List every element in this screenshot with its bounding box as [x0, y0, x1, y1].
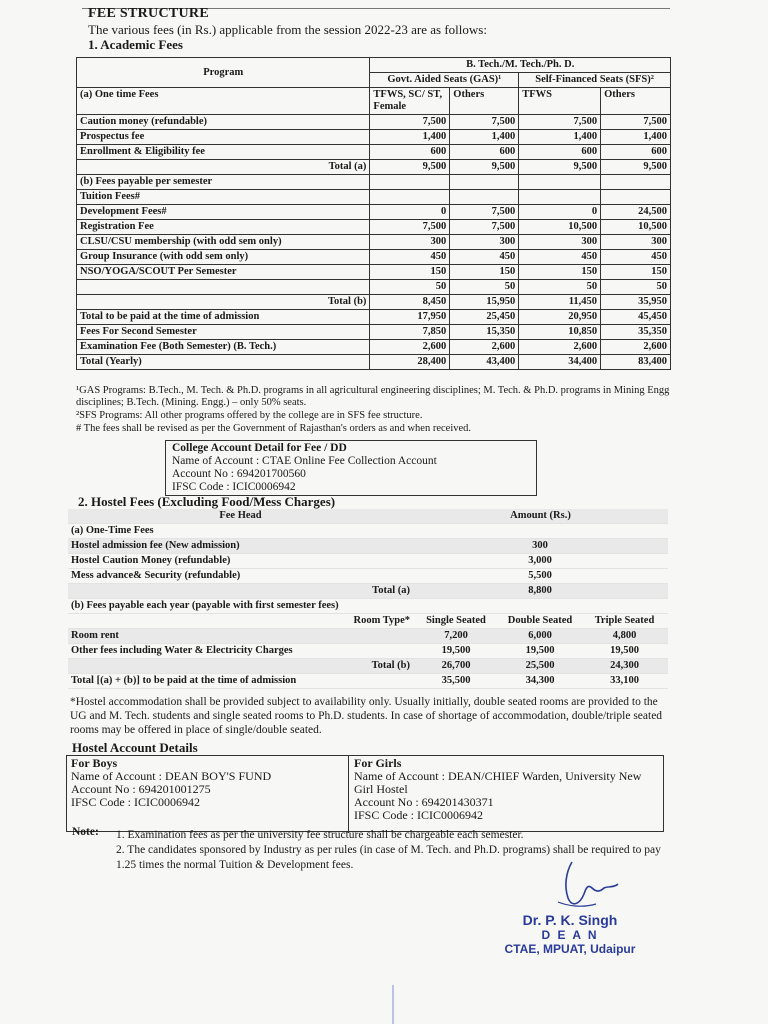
hostel-accommodation-note: *Hostel accommodation shall be provided subject to availability only. Usually initially, double seated rooms are provided to the UG and M. Tech. students and single seated rooms to Ph.D. students. In case of shortage of accommodation, double/triple seated rooms may be offered in place of single/double seated. [70, 696, 663, 736]
boys-account-name: Name of Account : DEAN BOY'S FUND [71, 769, 272, 783]
cell [519, 190, 601, 205]
cell: 43,400 [450, 355, 519, 370]
cell: 0 [519, 205, 601, 220]
college-account-name: Name of Account : CTAE Online Fee Collection Account [172, 455, 437, 467]
cell: 45,450 [601, 310, 671, 325]
cell: 34,400 [519, 355, 601, 370]
handwritten-signature [538, 858, 628, 914]
cell: 1,400 [601, 130, 671, 145]
cell: 7,500 [450, 220, 519, 235]
cell: 0 [370, 205, 450, 220]
table-row [77, 115, 671, 130]
table-row [68, 659, 668, 674]
table-row [68, 554, 668, 569]
room-type-label: Room Type* [68, 614, 413, 629]
summary-rows [77, 310, 671, 370]
table-row [68, 644, 668, 659]
row-label: Group Insurance (with odd sem only) [77, 250, 370, 265]
cell: 150 [370, 265, 450, 280]
cell: 10,500 [519, 220, 601, 235]
table-row [77, 145, 671, 160]
col-header: TFWS, SC/ ST, Female [370, 88, 450, 115]
cell: 8,450 [370, 295, 450, 310]
table-row [77, 205, 671, 220]
cell: 3,000 [499, 554, 581, 569]
notes-label: Note: [72, 826, 99, 838]
cell: 450 [450, 250, 519, 265]
row-label [77, 280, 370, 295]
boys-account [71, 757, 346, 809]
cell: 150 [601, 265, 671, 280]
cell: 25,500 [499, 659, 581, 674]
girls-heading: For Girls [354, 756, 402, 770]
boys-heading: For Boys [71, 756, 118, 770]
girls-account-name: Name of Account : DEAN/CHIEF Warden, University New Girl Hostel [354, 769, 642, 796]
college-account-number: Account No : 694201700560 [172, 468, 306, 480]
cell: 1,400 [519, 130, 601, 145]
cell: 24,500 [601, 205, 671, 220]
row-label: Total (Yearly) [77, 355, 370, 370]
college-account-ifsc: IFSC Code : ICIC0006942 [172, 481, 296, 493]
cell: 17,950 [370, 310, 450, 325]
each-year-label: (b) Fees payable each year (payable with first semester fees) [68, 599, 668, 614]
academic-fees-table [76, 57, 671, 370]
cell: 7,500 [519, 115, 601, 130]
row-label: CLSU/CSU membership (with odd sem only) [77, 235, 370, 250]
cell: 300 [370, 235, 450, 250]
row-label: Fees For Second Semester [77, 325, 370, 340]
signer-office: CTAE, MPUAT, Udaipur [504, 942, 636, 956]
college-account-title: College Account Detail for Fee / DD [172, 442, 347, 454]
total-b-label: Total (b) [77, 295, 370, 310]
cell: 19,500 [499, 644, 581, 659]
cell: 50 [519, 280, 601, 295]
table-row [68, 614, 668, 629]
table-row [77, 250, 671, 265]
hostel-one-time-label: (a) One-Time Fees [68, 524, 413, 539]
table-row [68, 629, 668, 644]
cell: 28,400 [370, 355, 450, 370]
table-row [77, 325, 671, 340]
cell: 300 [450, 235, 519, 250]
sfs-header: Self-Financed Seats (SFS)² [519, 73, 671, 88]
hostel-rows [68, 629, 668, 659]
cell: 450 [601, 250, 671, 265]
row-label: Examination Fee (Both Semester) (B. Tech.) [77, 340, 370, 355]
cell: 34,300 [499, 674, 581, 689]
empty-cell [581, 569, 668, 584]
row-label: Hostel Caution Money (refundable) [68, 554, 413, 569]
document-title: FEE STRUCTURE [88, 6, 209, 21]
col-header: Others [450, 88, 519, 115]
row-label: Development Fees# [77, 205, 370, 220]
cell: 10,500 [601, 220, 671, 235]
college-account-box [165, 440, 537, 496]
cell: 2,600 [519, 340, 601, 355]
cell: 300 [519, 235, 601, 250]
empty-cell [581, 554, 668, 569]
table-row [77, 235, 671, 250]
cell: 15,950 [450, 295, 519, 310]
cell: 24,300 [581, 659, 668, 674]
table-row [68, 584, 668, 599]
program-header: Program [77, 58, 370, 88]
cell: 15,350 [450, 325, 519, 340]
row-label: Registration Fee [77, 220, 370, 235]
table-row [77, 310, 671, 325]
table-row [77, 175, 671, 190]
intro-text: The various fees (in Rs.) applicable from the session 2022-23 are as follows: [88, 22, 487, 37]
fee-head-header: Fee Head [68, 509, 413, 524]
per-sem-rows [77, 190, 671, 295]
col-header: TFWS [519, 88, 601, 115]
cell [450, 190, 519, 205]
row-label: Total to be paid at the time of admission [77, 310, 370, 325]
table-row [68, 569, 668, 584]
row-label: Room rent [68, 629, 413, 644]
cell: 150 [519, 265, 601, 280]
hostel-account-title: Hostel Account Details [72, 740, 198, 755]
hostel-one-time-rows [68, 539, 668, 584]
cell: 450 [519, 250, 601, 265]
boys-account-ifsc: IFSC Code : ICIC0006942 [71, 795, 201, 809]
gas-header: Govt. Aided Seats (GAS)¹ [370, 73, 519, 88]
table-row [77, 355, 671, 370]
table-row [77, 280, 671, 295]
amount-header: Amount (Rs.) [413, 509, 668, 524]
cell: 150 [450, 265, 519, 280]
cell: 19,500 [413, 644, 499, 659]
cell: 7,500 [450, 115, 519, 130]
empty-cell [413, 554, 499, 569]
cell: 300 [499, 539, 581, 554]
cell: 7,500 [601, 115, 671, 130]
empty-cell [413, 569, 499, 584]
table-header-row [68, 509, 668, 524]
empty-cell [413, 539, 499, 554]
cell: 600 [370, 145, 450, 160]
girls-account-ifsc: IFSC Code : ICIC0006942 [354, 808, 484, 822]
table-row [77, 190, 671, 205]
cell: 9,500 [519, 160, 601, 175]
hostel-total-b-label: Total (b) [68, 659, 413, 674]
table-row [77, 265, 671, 280]
cell: 11,450 [519, 295, 601, 310]
footnote-gas: ¹GAS Programs: B.Tech., M. Tech. & Ph.D. programs in all agricultural engineering disciplines; M. Tech. & Ph.D. programs in Mining Engg disciplines; B.Tech. (Mining. Engg.) – only 50% seats. [76, 385, 670, 408]
table-header-row [77, 88, 671, 115]
signer-name: Dr. P. K. Singh [522, 912, 618, 928]
signer-designation: D E A N [541, 928, 599, 942]
room-type-header: Triple Seated [581, 614, 668, 629]
girls-account [354, 757, 659, 822]
cell: 4,800 [581, 629, 668, 644]
cell: 2,600 [450, 340, 519, 355]
section-academic-title: 1. Academic Fees [88, 37, 183, 52]
cell [601, 190, 671, 205]
cell: 9,500 [450, 160, 519, 175]
boys-account-number: Account No : 694201001275 [71, 782, 211, 796]
cell: 1,400 [370, 130, 450, 145]
note-item: 1. Examination fees as per the university fee structure shall be chargeable each semester. [116, 829, 524, 841]
section-hostel-title: 2. Hostel Fees (Excluding Food/Mess Charges) [78, 494, 336, 509]
row-label: Hostel admission fee (New admission) [68, 539, 413, 554]
row-label: NSO/YOGA/SCOUT Per Semester [77, 265, 370, 280]
table-row [77, 130, 671, 145]
cell: 600 [519, 145, 601, 160]
cell: 83,400 [601, 355, 671, 370]
row-label: Enrollment & Eligibility fee [77, 145, 370, 160]
table-row [68, 674, 668, 689]
table-row [77, 340, 671, 355]
cell [370, 190, 450, 205]
table-header-row [77, 58, 671, 73]
table-row [77, 220, 671, 235]
row-label: Mess advance& Security (refundable) [68, 569, 413, 584]
table-row [77, 295, 671, 310]
cell: 35,500 [413, 674, 499, 689]
cell: 9,500 [601, 160, 671, 175]
per-sem-label: (b) Fees payable per semester [77, 175, 370, 190]
cell: 2,600 [601, 340, 671, 355]
cell: 26,700 [413, 659, 499, 674]
cell: 6,000 [499, 629, 581, 644]
hostel-fees-table [68, 509, 668, 689]
girls-account-number: Account No : 694201430371 [354, 795, 494, 809]
signature-block [490, 912, 650, 956]
table-row [68, 539, 668, 554]
cell: 9,500 [370, 160, 450, 175]
room-type-header: Single Seated [413, 614, 499, 629]
cell: 50 [601, 280, 671, 295]
cell: 1,400 [450, 130, 519, 145]
row-label: Tuition Fees# [77, 190, 370, 205]
one-time-rows [77, 115, 671, 160]
cell: 19,500 [581, 644, 668, 659]
note-item: 2. The candidates sponsored by Industry as per rules (in case of M. Tech. and Ph.D. programs) shall be required to pay 1.25 times the normal Tuition & Development fees. [116, 844, 661, 871]
col-header: Others [601, 88, 671, 115]
cell: 300 [601, 235, 671, 250]
one-time-label: (a) One time Fees [77, 88, 370, 115]
cell: 7,500 [370, 115, 450, 130]
cell: 20,950 [519, 310, 601, 325]
table-row [77, 160, 671, 175]
empty-cell [581, 539, 668, 554]
cell: 7,850 [370, 325, 450, 340]
footnote-revised: # The fees shall be revised as per the Government of Rajasthan's orders as and when received. [76, 423, 472, 434]
cell: 35,350 [601, 325, 671, 340]
cell: 7,500 [370, 220, 450, 235]
cell: 600 [450, 145, 519, 160]
cell: 25,450 [450, 310, 519, 325]
cell: 50 [450, 280, 519, 295]
cell: 7,500 [450, 205, 519, 220]
cell: 450 [370, 250, 450, 265]
cell: 600 [601, 145, 671, 160]
row-label: Caution money (refundable) [77, 115, 370, 130]
cell: 2,600 [370, 340, 450, 355]
cell: 33,100 [581, 674, 668, 689]
row-label: Other fees including Water & Electricity Charges [68, 644, 413, 659]
row-label: Prospectus fee [77, 130, 370, 145]
hostel-account-box [66, 755, 664, 832]
hostel-grand-label: Total [(a) + (b)] to be paid at the time of admission [68, 674, 413, 689]
hostel-total-a-label: Total (a) [68, 584, 413, 599]
account-divider [348, 756, 349, 833]
table-row [68, 524, 668, 539]
table-row [68, 599, 668, 614]
total-a-label: Total (a) [77, 160, 370, 175]
footnote-sfs: ²SFS Programs: All other programs offered by the college are in SFS fee structure. [76, 410, 423, 421]
page-fold-mark [392, 985, 394, 1024]
cell: 50 [370, 280, 450, 295]
cell: 35,950 [601, 295, 671, 310]
room-type-header: Double Seated [499, 614, 581, 629]
btech-header: B. Tech./M. Tech./Ph. D. [370, 58, 671, 73]
cell: 10,850 [519, 325, 601, 340]
cell: 7,200 [413, 629, 499, 644]
cell: 5,500 [499, 569, 581, 584]
cell: 8,800 [499, 584, 581, 599]
